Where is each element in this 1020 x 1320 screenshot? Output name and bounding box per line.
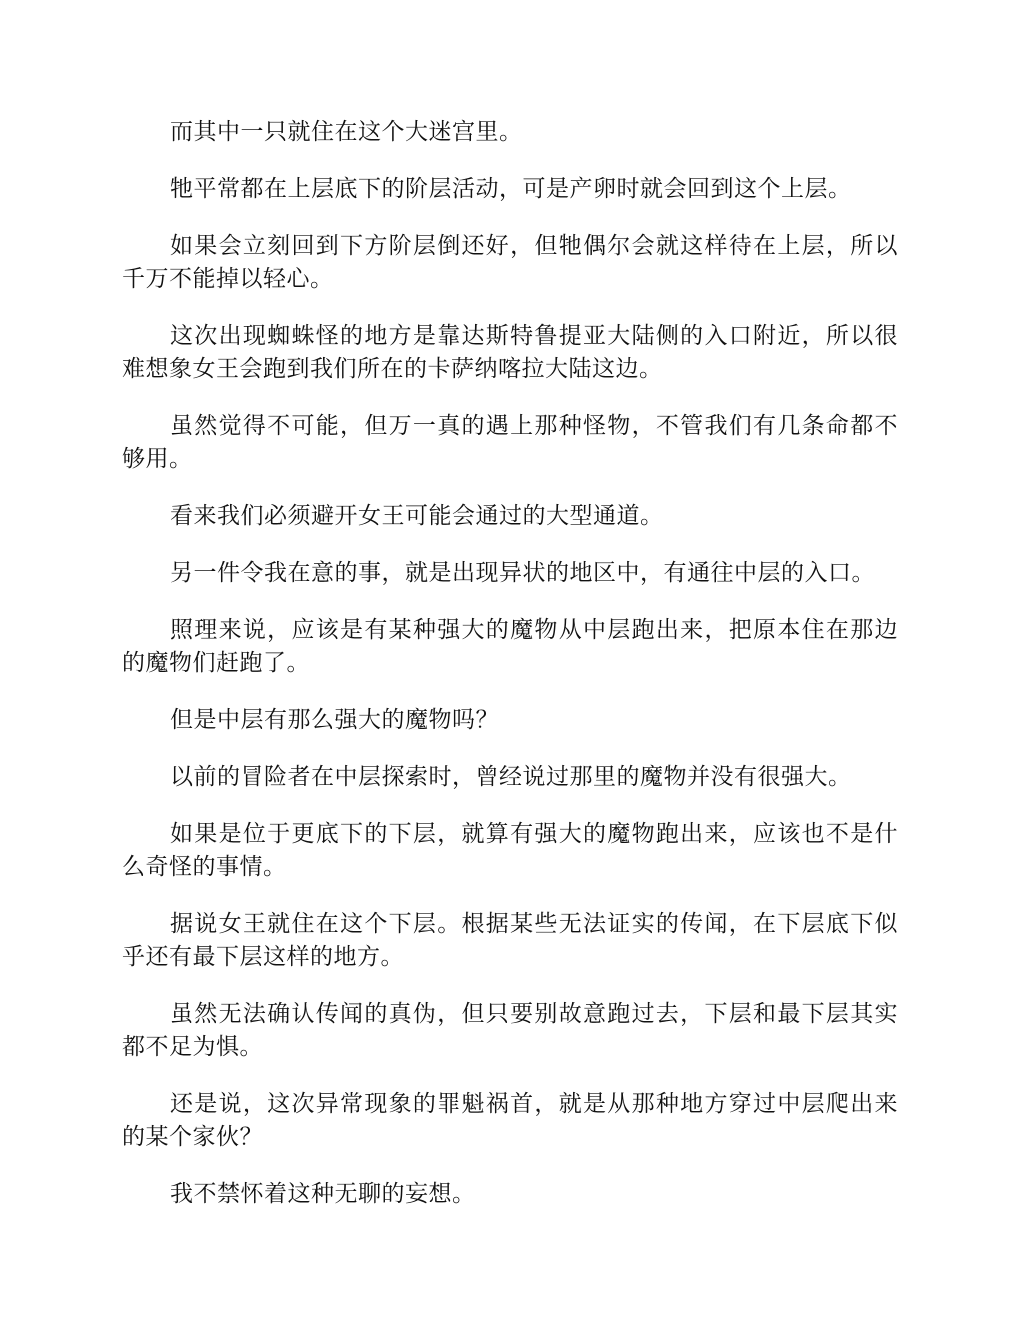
text-body: [122, 116, 898, 1235]
paragraph: 照理来说，应该是有某种强大的魔物从中层跑出来，把原本住在那边的魔物们赶跑了。: [122, 617, 898, 676]
paragraph: 虽然觉得不可能，但万一真的遇上那种怪物，不管我们有几条命都不够用。: [122, 413, 898, 472]
paragraph: 如果是位于更底下的下层，就算有强大的魔物跑出来，应该也不是什么奇怪的事情。: [122, 821, 898, 880]
paragraph: 虽然无法确认传闻的真伪，但只要别故意跑过去，下层和最下层其实都不足为惧。: [122, 1001, 898, 1060]
paragraph: 而其中一只就住在这个大迷宫里。: [170, 119, 523, 145]
paragraph: 还是说，这次异常现象的罪魁祸首，就是从那种地方穿过中层爬出来的某个家伙？: [122, 1091, 898, 1150]
paragraph: 以前的冒险者在中层探索时，曾经说过那里的魔物并没有很强大。: [170, 764, 852, 790]
paragraph: 我不禁怀着这种无聊的妄想。: [170, 1181, 476, 1207]
paragraph: 这次出现蜘蛛怪的地方是靠达斯特鲁提亚大陆侧的入口附近，所以很难想象女王会跑到我们所在的卡萨纳喀拉大陆这边。: [122, 323, 898, 382]
paragraph: 牠平常都在上层底下的阶层活动，可是产卵时就会回到这个上层。: [170, 176, 852, 202]
paragraph: 据说女王就住在这个下层。根据某些无法证实的传闻，在下层底下似乎还有最下层这样的地方。: [122, 911, 898, 970]
paragraph: 但是中层有那么强大的魔物吗？: [170, 707, 499, 733]
paragraph: 如果会立刻回到下方阶层倒还好，但牠偶尔会就这样待在上层，所以千万不能掉以轻心。: [122, 233, 898, 292]
paragraph: 另一件令我在意的事，就是出现异状的地区中，有通往中层的入口。: [170, 560, 875, 586]
paragraph: 看来我们必须避开女王可能会通过的大型通道。: [170, 503, 664, 529]
